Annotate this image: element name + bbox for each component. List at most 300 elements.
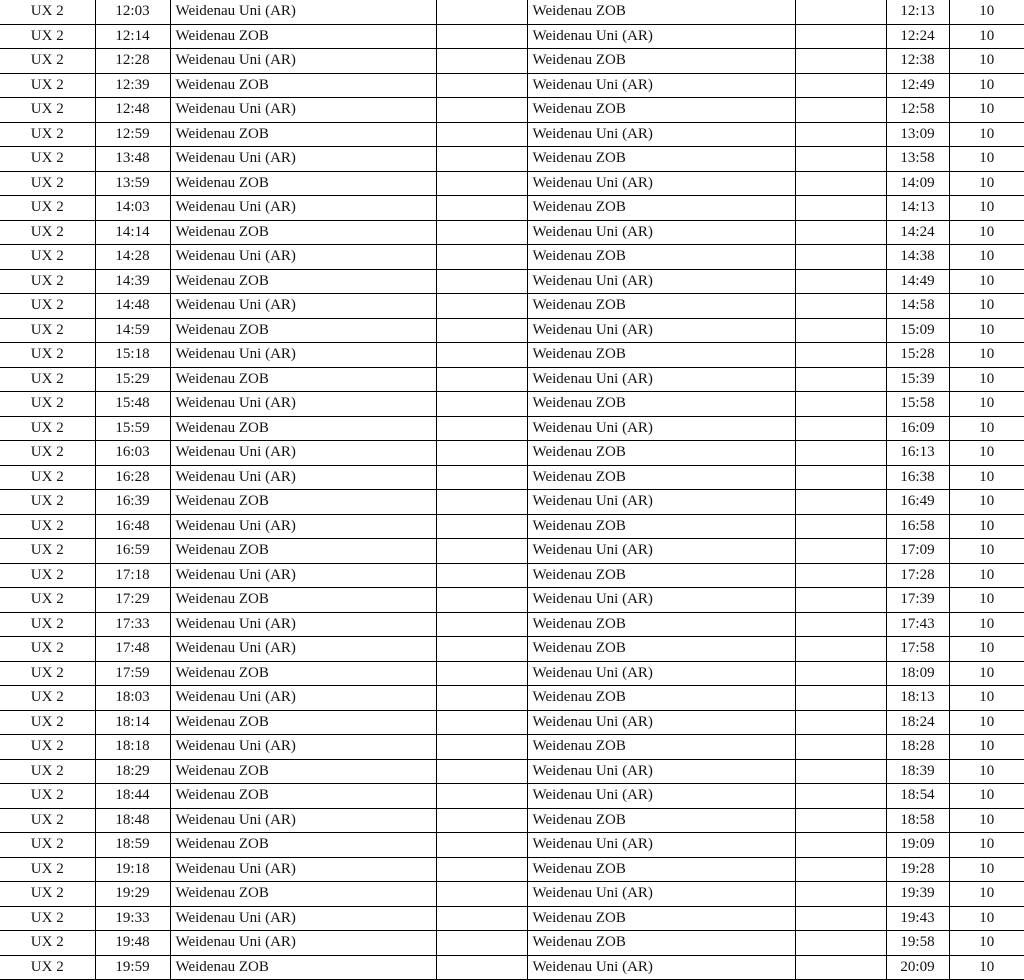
table-row [0, 441, 1024, 466]
duration-cell: 10 [949, 98, 1024, 123]
empty-cell [795, 171, 886, 196]
table-row [0, 539, 1024, 564]
destination-stop-cell: Weidenau Uni (AR) [527, 318, 795, 343]
origin-stop-cell: Weidenau Uni (AR) [170, 343, 436, 368]
empty-cell [436, 588, 527, 613]
empty-cell [795, 563, 886, 588]
origin-stop-cell: Weidenau Uni (AR) [170, 612, 436, 637]
origin-stop-cell: Weidenau Uni (AR) [170, 686, 436, 711]
origin-stop-cell: Weidenau ZOB [170, 759, 436, 784]
table-row [0, 906, 1024, 931]
destination-stop-cell: Weidenau ZOB [527, 196, 795, 221]
line-cell: UX 2 [0, 367, 95, 392]
empty-cell [795, 24, 886, 49]
duration-cell: 10 [949, 514, 1024, 539]
table-row [0, 73, 1024, 98]
empty-cell [795, 122, 886, 147]
table-row [0, 833, 1024, 858]
arrival-time-cell: 18:39 [886, 759, 949, 784]
duration-cell: 10 [949, 833, 1024, 858]
line-cell: UX 2 [0, 931, 95, 956]
empty-cell [436, 735, 527, 760]
table-row [0, 171, 1024, 196]
empty-cell [795, 955, 886, 980]
empty-cell [436, 24, 527, 49]
line-cell: UX 2 [0, 612, 95, 637]
empty-cell [795, 0, 886, 24]
empty-cell [795, 343, 886, 368]
line-cell: UX 2 [0, 857, 95, 882]
duration-cell: 10 [949, 245, 1024, 270]
departure-time-cell: 15:29 [95, 367, 170, 392]
empty-cell [436, 539, 527, 564]
empty-cell [436, 759, 527, 784]
departure-time-cell: 18:18 [95, 735, 170, 760]
empty-cell [795, 808, 886, 833]
arrival-time-cell: 12:13 [886, 0, 949, 24]
departure-time-cell: 18:48 [95, 808, 170, 833]
empty-cell [436, 49, 527, 74]
origin-stop-cell: Weidenau Uni (AR) [170, 563, 436, 588]
departure-time-cell: 19:29 [95, 882, 170, 907]
empty-cell [795, 857, 886, 882]
departure-time-cell: 14:14 [95, 220, 170, 245]
destination-stop-cell: Weidenau ZOB [527, 563, 795, 588]
origin-stop-cell: Weidenau Uni (AR) [170, 392, 436, 417]
destination-stop-cell: Weidenau Uni (AR) [527, 416, 795, 441]
origin-stop-cell: Weidenau Uni (AR) [170, 49, 436, 74]
arrival-time-cell: 18:54 [886, 784, 949, 809]
arrival-time-cell: 17:43 [886, 612, 949, 637]
empty-cell [436, 612, 527, 637]
duration-cell: 10 [949, 220, 1024, 245]
empty-cell [436, 0, 527, 24]
departure-time-cell: 17:59 [95, 661, 170, 686]
duration-cell: 10 [949, 490, 1024, 515]
table-row [0, 0, 1024, 24]
arrival-time-cell: 17:09 [886, 539, 949, 564]
destination-stop-cell: Weidenau ZOB [527, 49, 795, 74]
line-cell: UX 2 [0, 196, 95, 221]
arrival-time-cell: 15:58 [886, 392, 949, 417]
line-cell: UX 2 [0, 882, 95, 907]
duration-cell: 10 [949, 367, 1024, 392]
empty-cell [436, 490, 527, 515]
origin-stop-cell: Weidenau ZOB [170, 588, 436, 613]
departure-time-cell: 16:39 [95, 490, 170, 515]
line-cell: UX 2 [0, 465, 95, 490]
departure-time-cell: 19:59 [95, 955, 170, 980]
destination-stop-cell: Weidenau ZOB [527, 808, 795, 833]
departure-time-cell: 19:48 [95, 931, 170, 956]
empty-cell [795, 882, 886, 907]
destination-stop-cell: Weidenau Uni (AR) [527, 784, 795, 809]
empty-cell [436, 465, 527, 490]
table-row [0, 759, 1024, 784]
origin-stop-cell: Weidenau ZOB [170, 710, 436, 735]
empty-cell [795, 196, 886, 221]
empty-cell [795, 416, 886, 441]
destination-stop-cell: Weidenau ZOB [527, 686, 795, 711]
arrival-time-cell: 14:38 [886, 245, 949, 270]
departure-time-cell: 14:39 [95, 269, 170, 294]
table-row [0, 343, 1024, 368]
empty-cell [436, 294, 527, 319]
empty-cell [436, 367, 527, 392]
departure-time-cell: 12:14 [95, 24, 170, 49]
empty-cell [436, 833, 527, 858]
table-row [0, 637, 1024, 662]
empty-cell [795, 49, 886, 74]
duration-cell: 10 [949, 931, 1024, 956]
duration-cell: 10 [949, 24, 1024, 49]
arrival-time-cell: 19:58 [886, 931, 949, 956]
destination-stop-cell: Weidenau Uni (AR) [527, 588, 795, 613]
empty-cell [436, 416, 527, 441]
origin-stop-cell: Weidenau ZOB [170, 490, 436, 515]
line-cell: UX 2 [0, 808, 95, 833]
table-row [0, 269, 1024, 294]
origin-stop-cell: Weidenau ZOB [170, 367, 436, 392]
table-row [0, 686, 1024, 711]
departure-time-cell: 14:48 [95, 294, 170, 319]
duration-cell: 10 [949, 710, 1024, 735]
destination-stop-cell: Weidenau ZOB [527, 735, 795, 760]
arrival-time-cell: 18:58 [886, 808, 949, 833]
table-row [0, 367, 1024, 392]
empty-cell [436, 245, 527, 270]
origin-stop-cell: Weidenau ZOB [170, 882, 436, 907]
duration-cell: 10 [949, 955, 1024, 980]
departure-time-cell: 16:48 [95, 514, 170, 539]
line-cell: UX 2 [0, 98, 95, 123]
empty-cell [795, 147, 886, 172]
origin-stop-cell: Weidenau Uni (AR) [170, 637, 436, 662]
origin-stop-cell: Weidenau ZOB [170, 661, 436, 686]
empty-cell [795, 367, 886, 392]
empty-cell [436, 147, 527, 172]
empty-cell [795, 539, 886, 564]
origin-stop-cell: Weidenau Uni (AR) [170, 808, 436, 833]
arrival-time-cell: 13:09 [886, 122, 949, 147]
origin-stop-cell: Weidenau Uni (AR) [170, 147, 436, 172]
destination-stop-cell: Weidenau ZOB [527, 465, 795, 490]
empty-cell [795, 318, 886, 343]
table-row [0, 122, 1024, 147]
line-cell: UX 2 [0, 735, 95, 760]
origin-stop-cell: Weidenau Uni (AR) [170, 735, 436, 760]
line-cell: UX 2 [0, 294, 95, 319]
line-cell: UX 2 [0, 686, 95, 711]
destination-stop-cell: Weidenau Uni (AR) [527, 710, 795, 735]
departure-time-cell: 12:48 [95, 98, 170, 123]
duration-cell: 10 [949, 147, 1024, 172]
line-cell: UX 2 [0, 122, 95, 147]
line-cell: UX 2 [0, 245, 95, 270]
origin-stop-cell: Weidenau Uni (AR) [170, 245, 436, 270]
duration-cell: 10 [949, 0, 1024, 24]
empty-cell [795, 588, 886, 613]
table-row [0, 416, 1024, 441]
departure-time-cell: 18:44 [95, 784, 170, 809]
line-cell: UX 2 [0, 269, 95, 294]
arrival-time-cell: 17:58 [886, 637, 949, 662]
line-cell: UX 2 [0, 318, 95, 343]
arrival-time-cell: 16:38 [886, 465, 949, 490]
departure-time-cell: 12:03 [95, 0, 170, 24]
origin-stop-cell: Weidenau Uni (AR) [170, 0, 436, 24]
arrival-time-cell: 16:58 [886, 514, 949, 539]
destination-stop-cell: Weidenau ZOB [527, 441, 795, 466]
line-cell: UX 2 [0, 73, 95, 98]
table-row [0, 465, 1024, 490]
departure-time-cell: 17:48 [95, 637, 170, 662]
destination-stop-cell: Weidenau ZOB [527, 857, 795, 882]
table-row [0, 612, 1024, 637]
arrival-time-cell: 15:09 [886, 318, 949, 343]
destination-stop-cell: Weidenau Uni (AR) [527, 220, 795, 245]
destination-stop-cell: Weidenau Uni (AR) [527, 269, 795, 294]
duration-cell: 10 [949, 122, 1024, 147]
origin-stop-cell: Weidenau ZOB [170, 220, 436, 245]
table-row [0, 318, 1024, 343]
line-cell: UX 2 [0, 710, 95, 735]
duration-cell: 10 [949, 906, 1024, 931]
departure-time-cell: 13:48 [95, 147, 170, 172]
empty-cell [436, 196, 527, 221]
origin-stop-cell: Weidenau Uni (AR) [170, 98, 436, 123]
origin-stop-cell: Weidenau Uni (AR) [170, 514, 436, 539]
duration-cell: 10 [949, 465, 1024, 490]
origin-stop-cell: Weidenau Uni (AR) [170, 931, 436, 956]
duration-cell: 10 [949, 441, 1024, 466]
empty-cell [436, 931, 527, 956]
table-row [0, 24, 1024, 49]
destination-stop-cell: Weidenau ZOB [527, 147, 795, 172]
empty-cell [436, 514, 527, 539]
origin-stop-cell: Weidenau ZOB [170, 24, 436, 49]
line-cell: UX 2 [0, 220, 95, 245]
duration-cell: 10 [949, 661, 1024, 686]
empty-cell [436, 269, 527, 294]
destination-stop-cell: Weidenau Uni (AR) [527, 122, 795, 147]
line-cell: UX 2 [0, 171, 95, 196]
departure-time-cell: 16:59 [95, 539, 170, 564]
departure-time-cell: 17:18 [95, 563, 170, 588]
arrival-time-cell: 12:49 [886, 73, 949, 98]
duration-cell: 10 [949, 563, 1024, 588]
departure-time-cell: 12:39 [95, 73, 170, 98]
departure-time-cell: 18:59 [95, 833, 170, 858]
arrival-time-cell: 19:28 [886, 857, 949, 882]
origin-stop-cell: Weidenau Uni (AR) [170, 906, 436, 931]
line-cell: UX 2 [0, 906, 95, 931]
destination-stop-cell: Weidenau ZOB [527, 637, 795, 662]
table-row [0, 196, 1024, 221]
empty-cell [436, 710, 527, 735]
arrival-time-cell: 15:39 [886, 367, 949, 392]
empty-cell [795, 245, 886, 270]
line-cell: UX 2 [0, 588, 95, 613]
empty-cell [795, 441, 886, 466]
duration-cell: 10 [949, 735, 1024, 760]
line-cell: UX 2 [0, 539, 95, 564]
departure-time-cell: 18:29 [95, 759, 170, 784]
empty-cell [436, 318, 527, 343]
table-row [0, 490, 1024, 515]
line-cell: UX 2 [0, 490, 95, 515]
empty-cell [436, 441, 527, 466]
arrival-time-cell: 17:28 [886, 563, 949, 588]
empty-cell [795, 710, 886, 735]
destination-stop-cell: Weidenau ZOB [527, 392, 795, 417]
empty-cell [795, 637, 886, 662]
empty-cell [436, 392, 527, 417]
origin-stop-cell: Weidenau ZOB [170, 122, 436, 147]
table-row [0, 220, 1024, 245]
departure-time-cell: 17:33 [95, 612, 170, 637]
empty-cell [795, 514, 886, 539]
empty-cell [795, 98, 886, 123]
duration-cell: 10 [949, 49, 1024, 74]
origin-stop-cell: Weidenau Uni (AR) [170, 857, 436, 882]
arrival-time-cell: 19:09 [886, 833, 949, 858]
destination-stop-cell: Weidenau ZOB [527, 514, 795, 539]
arrival-time-cell: 14:49 [886, 269, 949, 294]
origin-stop-cell: Weidenau Uni (AR) [170, 441, 436, 466]
duration-cell: 10 [949, 784, 1024, 809]
origin-stop-cell: Weidenau ZOB [170, 833, 436, 858]
empty-cell [795, 269, 886, 294]
departure-time-cell: 14:03 [95, 196, 170, 221]
destination-stop-cell: Weidenau ZOB [527, 906, 795, 931]
destination-stop-cell: Weidenau ZOB [527, 98, 795, 123]
duration-cell: 10 [949, 416, 1024, 441]
destination-stop-cell: Weidenau ZOB [527, 931, 795, 956]
table-row [0, 392, 1024, 417]
arrival-time-cell: 14:09 [886, 171, 949, 196]
origin-stop-cell: Weidenau ZOB [170, 539, 436, 564]
line-cell: UX 2 [0, 955, 95, 980]
departure-time-cell: 17:29 [95, 588, 170, 613]
line-cell: UX 2 [0, 24, 95, 49]
departure-time-cell: 14:28 [95, 245, 170, 270]
arrival-time-cell: 12:38 [886, 49, 949, 74]
origin-stop-cell: Weidenau ZOB [170, 171, 436, 196]
arrival-time-cell: 18:28 [886, 735, 949, 760]
departure-time-cell: 14:59 [95, 318, 170, 343]
table-row [0, 245, 1024, 270]
line-cell: UX 2 [0, 759, 95, 784]
destination-stop-cell: Weidenau Uni (AR) [527, 882, 795, 907]
line-cell: UX 2 [0, 147, 95, 172]
destination-stop-cell: Weidenau Uni (AR) [527, 367, 795, 392]
line-cell: UX 2 [0, 0, 95, 24]
arrival-time-cell: 16:09 [886, 416, 949, 441]
origin-stop-cell: Weidenau ZOB [170, 318, 436, 343]
table-row [0, 857, 1024, 882]
table-row [0, 784, 1024, 809]
arrival-time-cell: 16:13 [886, 441, 949, 466]
empty-cell [795, 735, 886, 760]
origin-stop-cell: Weidenau Uni (AR) [170, 294, 436, 319]
origin-stop-cell: Weidenau Uni (AR) [170, 465, 436, 490]
destination-stop-cell: Weidenau Uni (AR) [527, 24, 795, 49]
origin-stop-cell: Weidenau Uni (AR) [170, 196, 436, 221]
table-row [0, 98, 1024, 123]
line-cell: UX 2 [0, 514, 95, 539]
duration-cell: 10 [949, 808, 1024, 833]
destination-stop-cell: Weidenau Uni (AR) [527, 490, 795, 515]
empty-cell [436, 220, 527, 245]
empty-cell [795, 661, 886, 686]
departure-time-cell: 12:28 [95, 49, 170, 74]
table-row [0, 808, 1024, 833]
empty-cell [795, 931, 886, 956]
arrival-time-cell: 19:39 [886, 882, 949, 907]
destination-stop-cell: Weidenau Uni (AR) [527, 661, 795, 686]
empty-cell [795, 612, 886, 637]
departure-time-cell: 16:28 [95, 465, 170, 490]
duration-cell: 10 [949, 882, 1024, 907]
duration-cell: 10 [949, 392, 1024, 417]
arrival-time-cell: 12:24 [886, 24, 949, 49]
duration-cell: 10 [949, 759, 1024, 784]
departure-time-cell: 18:03 [95, 686, 170, 711]
duration-cell: 10 [949, 318, 1024, 343]
destination-stop-cell: Weidenau ZOB [527, 294, 795, 319]
arrival-time-cell: 14:13 [886, 196, 949, 221]
arrival-time-cell: 18:09 [886, 661, 949, 686]
empty-cell [436, 343, 527, 368]
destination-stop-cell: Weidenau Uni (AR) [527, 171, 795, 196]
departure-time-cell: 16:03 [95, 441, 170, 466]
origin-stop-cell: Weidenau ZOB [170, 269, 436, 294]
duration-cell: 10 [949, 588, 1024, 613]
destination-stop-cell: Weidenau Uni (AR) [527, 539, 795, 564]
arrival-time-cell: 20:09 [886, 955, 949, 980]
table-row [0, 588, 1024, 613]
table-row [0, 49, 1024, 74]
origin-stop-cell: Weidenau ZOB [170, 955, 436, 980]
empty-cell [795, 906, 886, 931]
destination-stop-cell: Weidenau ZOB [527, 0, 795, 24]
departure-time-cell: 12:59 [95, 122, 170, 147]
line-cell: UX 2 [0, 416, 95, 441]
empty-cell [436, 637, 527, 662]
line-cell: UX 2 [0, 784, 95, 809]
table-row [0, 661, 1024, 686]
arrival-time-cell: 15:28 [886, 343, 949, 368]
line-cell: UX 2 [0, 661, 95, 686]
line-cell: UX 2 [0, 343, 95, 368]
empty-cell [795, 220, 886, 245]
empty-cell [795, 73, 886, 98]
origin-stop-cell: Weidenau ZOB [170, 416, 436, 441]
duration-cell: 10 [949, 343, 1024, 368]
empty-cell [795, 833, 886, 858]
line-cell: UX 2 [0, 637, 95, 662]
empty-cell [436, 784, 527, 809]
duration-cell: 10 [949, 686, 1024, 711]
empty-cell [436, 563, 527, 588]
destination-stop-cell: Weidenau ZOB [527, 245, 795, 270]
empty-cell [436, 955, 527, 980]
empty-cell [436, 686, 527, 711]
destination-stop-cell: Weidenau ZOB [527, 343, 795, 368]
duration-cell: 10 [949, 196, 1024, 221]
line-cell: UX 2 [0, 49, 95, 74]
